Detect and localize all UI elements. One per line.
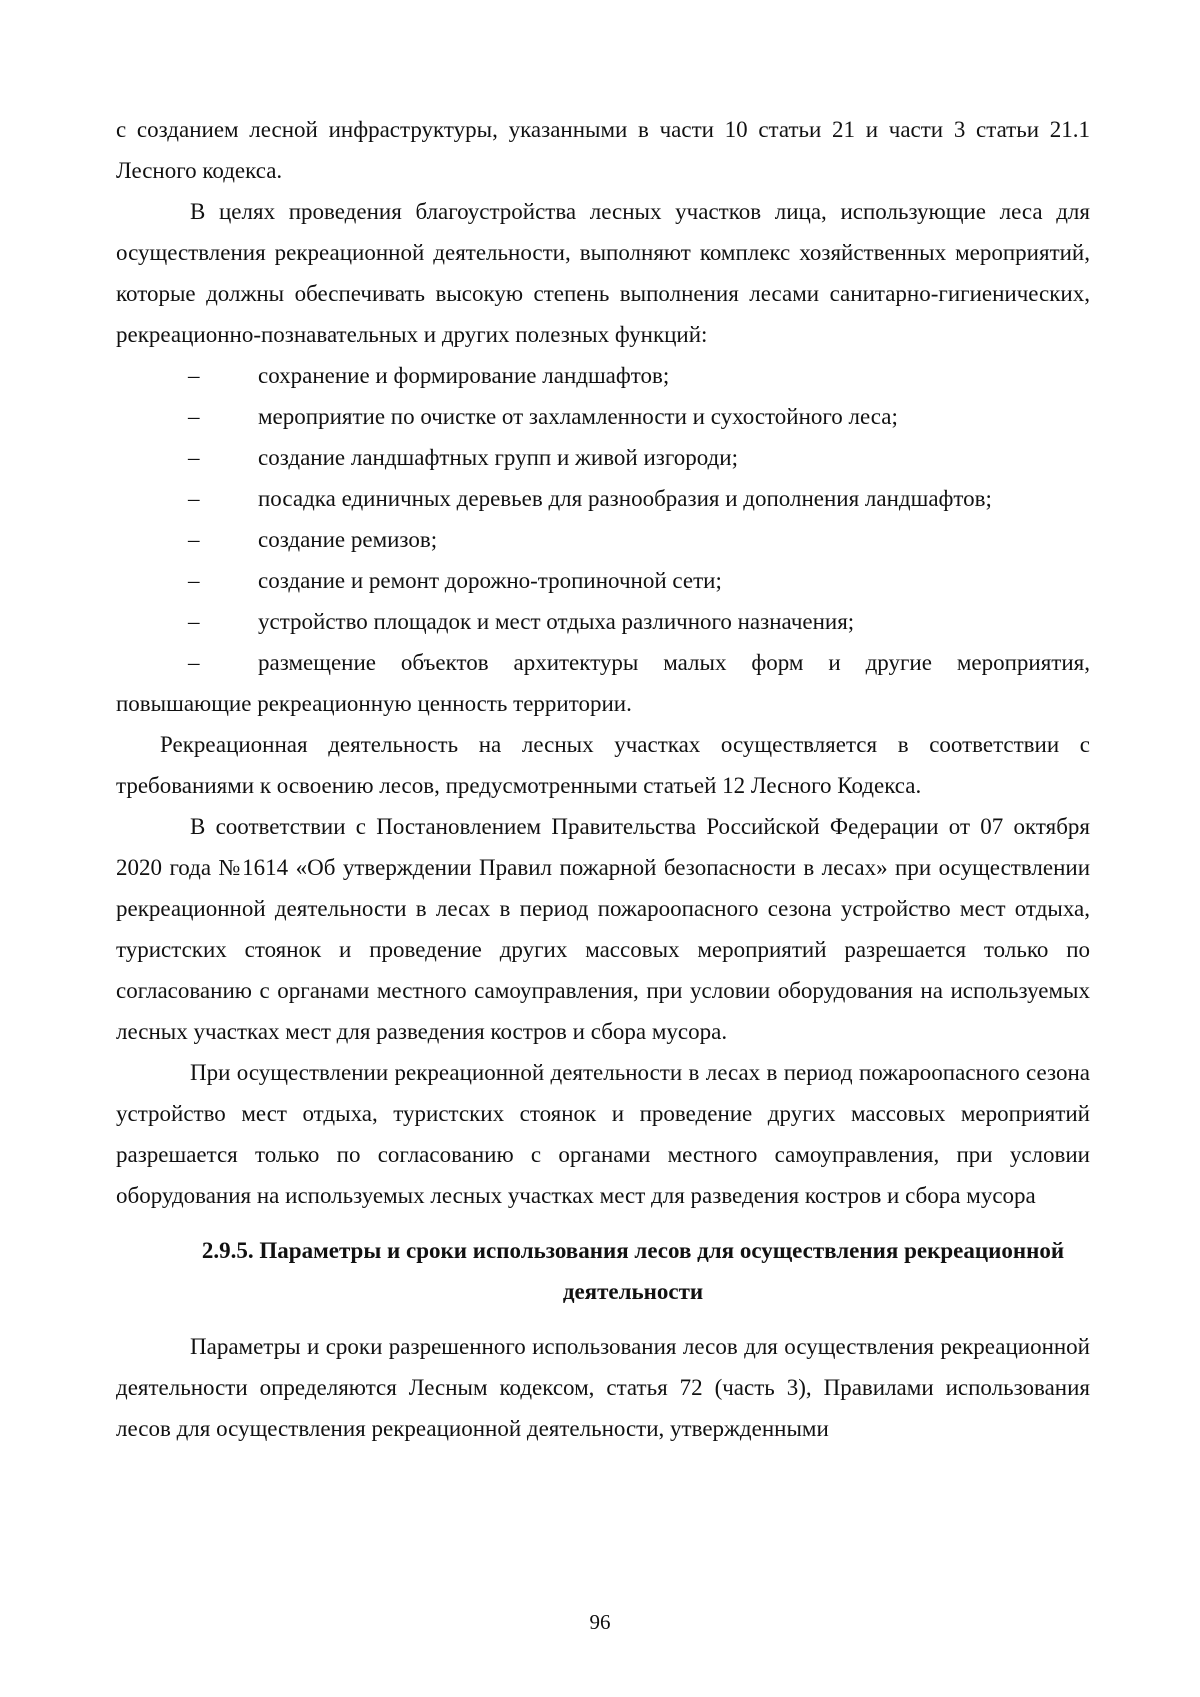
list-item-text: посадка единичных деревьев для разнообразия и дополнения ландшафтов;	[258, 486, 992, 511]
list-dash: –	[188, 527, 200, 552]
list-item-text: сохранение и формирование ландшафтов;	[258, 363, 670, 388]
list-item	[116, 601, 1090, 642]
list-item	[116, 437, 1090, 478]
list-item-text: создание ремизов;	[258, 527, 438, 552]
list-item-text: размещение объектов архитектуры малых форм и другие мероприятия, повышающие рекреационную ценность территории.	[116, 650, 1090, 716]
page-number: 96	[589, 1610, 611, 1634]
list-item	[116, 642, 1090, 724]
paragraph-fire-season: При осуществлении рекреационной деятельности в лесах в период пожароопасного сезона устройство мест отдыха, туристских стоянок и проведение других массовых мероприятий разрешается только по согласованию с органами местного самоуправления, при условии оборудования на используемых лесных участках мест для разведения костров и сбора мусора	[116, 1060, 1090, 1208]
list-item	[116, 396, 1090, 437]
section-heading: 2.9.5. Параметры и сроки использования лесов для осуществления рекреационной деятельности	[201, 1238, 1065, 1304]
paragraph-continuation: с созданием лесной инфраструктуры, указанными в части 10 статьи 21 и части 3 статьи 21.1 Лесного кодекса.	[116, 117, 1090, 183]
list-item	[116, 560, 1090, 601]
list-dash: –	[188, 404, 200, 429]
paragraph-fire-safety-decree: В соответствии с Постановлением Правительства Российской Федерации от 07 октября 2020 года №1614 «Об утверждении Правил пожарной безопасности в лесах» при осуществлении рекреационной деятельности в лесах в период пожароопасного сезона устройство мест отдыха, туристских стоянок и проведение других массовых мероприятий разрешается только по согласованию с органами местного самоуправления, при условии оборудования на используемых лесных участках мест для разведения костров и сбора мусора.	[116, 814, 1090, 1044]
paragraph-recreation-requirements: Рекреационная деятельность на лесных участках осуществляется в соответствии с требованиями к освоению лесов, предусмотренными статьей 12 Лесного Кодекса.	[116, 732, 1090, 798]
list-dash: –	[188, 486, 200, 511]
list-dash: –	[188, 445, 200, 470]
page-body	[116, 109, 1090, 1449]
list-item-text: мероприятие по очистке от захламленности и сухостойного леса;	[258, 404, 898, 429]
paragraph-parameters: Параметры и сроки разрешенного использования лесов для осуществления рекреационной деятельности определяются Лесным кодексом, статья 72 (часть 3), Правилами использования лесов для осуществления рекреационной деятельности, утвержденными	[116, 1334, 1090, 1441]
list-item	[116, 478, 1090, 519]
measures-list	[116, 355, 1090, 724]
list-item-text: создание ландшафтных групп и живой изгороди;	[258, 445, 738, 470]
list-dash: –	[188, 609, 200, 634]
list-item-text: устройство площадок и мест отдыха различного назначения;	[258, 609, 855, 634]
list-item	[116, 519, 1090, 560]
list-dash: –	[188, 650, 200, 675]
list-item	[116, 355, 1090, 396]
list-item-text: создание и ремонт дорожно-тропиночной сети;	[258, 568, 722, 593]
paragraph-landscaping-intro: В целях проведения благоустройства лесных участков лица, использующие леса для осуществления рекреационной деятельности, выполняют комплекс хозяйственных мероприятий, которые должны обеспечивать высокую степень выполнения лесами санитарно-гигиенических, рекреационно-познавательных и других полезных функций:	[116, 199, 1090, 347]
list-dash: –	[188, 363, 200, 388]
list-dash: –	[188, 568, 200, 593]
